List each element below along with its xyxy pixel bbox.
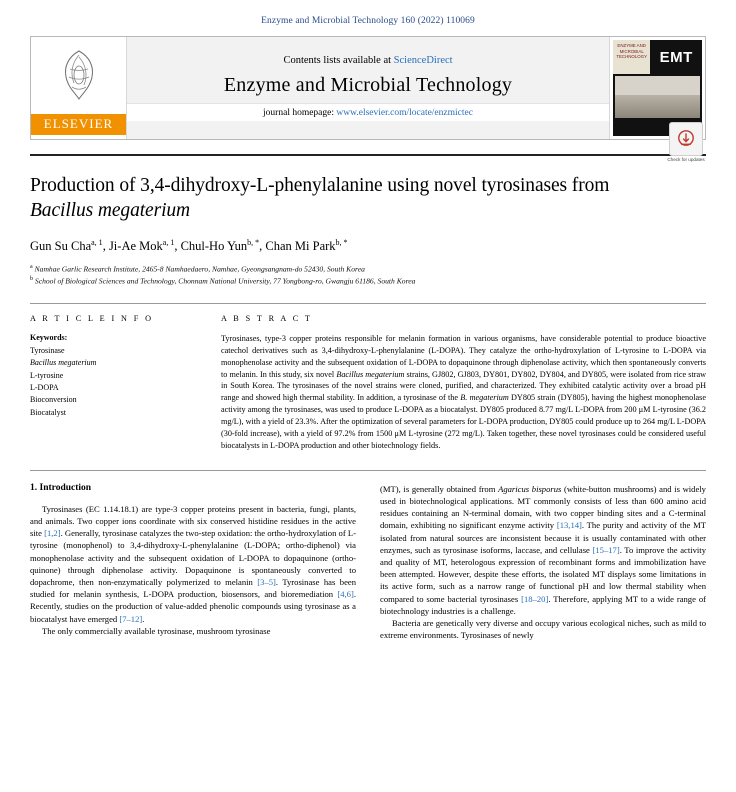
cover-badge-text: ENZYME AND MICROBIAL TECHNOLOGY	[613, 40, 650, 74]
author-affil-marker: b, *	[247, 237, 260, 247]
keyword: Bioconversion	[30, 395, 77, 405]
paragraph: (MT), is generally obtained from Agaricus bisporus (white-button mushrooms) and is widely used in biotechnological applications. MT commonly consists of less than 600 amino acid residues containing an N-terminal domain, with two copper binding sites and a C-terminal domain, exhibiting no significant enzyme activity [13,14]. The purity and activity of the MT isolated from natural sources are inconsistent because it is usually contaminated with other enzymes, such as tyrosinase isoforms, laccase, and cellulase [15–17]. To improve the activity and quality of MT, heterologous expression of recombinant forms and immobilization have been attempted. However, despite these efforts, the isolated MT displays some limitations in its active form, such as a narrow range of functional pH and low thermal stability when compared to some bacterial tyrosinases [18–20]. Therefore, applying MT to a wide range of biotechnology industries is a challenge.	[380, 483, 706, 616]
author[interactable]	[109, 239, 174, 253]
running-head: Enzyme and Microbial Technology 160 (2022) 110069	[261, 16, 475, 26]
author-name: Chul-Ho Yun	[180, 239, 248, 254]
cover-logo-text: EMT	[650, 40, 702, 74]
cover-image	[615, 76, 700, 118]
author-affil-marker: a, 1	[91, 237, 103, 247]
author-affil-marker: b, *	[335, 237, 348, 247]
article-info-heading: A R T I C L E I N F O	[30, 313, 154, 323]
affiliation-marker: b	[30, 275, 33, 282]
info-abstract-row	[30, 304, 706, 452]
keyword: Biocatalyst	[30, 407, 66, 417]
homepage-label: journal homepage:	[263, 108, 337, 118]
journal-title: Enzyme and Microbial Technology	[223, 74, 513, 96]
title-line-1: Production of 3,4-dihydroxy-L-phenylalanine using novel tyrosinases from	[30, 175, 610, 196]
crossmark-badge[interactable]	[666, 122, 706, 163]
title-block	[30, 156, 706, 287]
abstract-text: Tyrosinases, type-3 copper proteins responsible for melanin formation in various organisms, have considerable potential to produce bioactive catechol derivatives such as 3,4-dihydroxy-L-phenylalanine (L-DOPA). They catalyze the ortho-hydroxylation of L-tyrosine to L-DOPA via monophenolase activity and the subsequent oxidation of L-DOPA to dopaquinone through diphenolase activity, which then spontaneously converts to melanin. In this study, six novel Bacillus megaterium strains, GJ802, GJ803, DY801, DY802, DY804, and DY805, were isolated from rice straw in South Korea. The tyrosinases of the novel strains were cloned, purified, and characterized. They exhibited catalytic activity over a broad pH range and showed high thermal stability. In addition, a tyrosinase of the B. megaterium DY805 strain (DY805), having the highest monophenolase activity among the tyrosinases, was used to produce L-DOPA as a biocatalyst. DY805 produced 8.77 mg/L L-DOPA from 200 μM L-tyrosine (36.2 mg/L), with a yield of 23.3%. After the optimization of several parameters for L-DOPA production, DY805 could produce up to 264 mg/L L-DOPA (30-fold increase), with a yield of 97.2% from 1500 μM L-tyrosine (272 mg/L). Taken together, these novel tyrosinases could be considered useful biocatalysts in L-DOPA production and other biotechnology fields.	[221, 333, 706, 450]
contents-prefix: Contents lists available at	[283, 55, 394, 66]
affiliation-marker: a	[30, 264, 33, 271]
body-column-left	[30, 483, 356, 642]
elsevier-wordmark: ELSEVIER	[31, 114, 126, 135]
sciencedirect-link[interactable]: ScienceDirect	[393, 55, 453, 66]
author-name: Chan Mi Park	[265, 239, 336, 254]
keyword: L-tyrosine	[30, 370, 64, 380]
author[interactable]	[30, 239, 103, 253]
author[interactable]	[265, 239, 347, 253]
cover-header	[613, 40, 702, 74]
body-columns	[30, 483, 706, 642]
abstract-column	[221, 314, 706, 452]
page-title	[30, 174, 706, 224]
abstract-heading: A B S T R A C T	[221, 313, 313, 323]
keyword: Bacillus megaterium	[30, 358, 97, 368]
paragraph: The only commercially available tyrosinase, mushroom tyrosinase	[42, 625, 271, 636]
masthead-center	[127, 37, 609, 139]
check-for-updates-icon[interactable]	[669, 122, 703, 156]
keyword: Tyrosinase	[30, 345, 65, 355]
affiliation-text: School of Biological Sciences and Technology, Chonnam National University, 77 Yongbong-ro, Gwangju 61186, South Korea	[34, 276, 416, 286]
author[interactable]	[181, 239, 260, 253]
affiliation-text: Namhae Garlic Research Institute, 2465-8 Namhaedaero, Namhae, Gyeongsangnam-do 52430, South Korea	[34, 264, 365, 274]
section-heading-introduction: 1. Introduction	[30, 482, 92, 493]
paragraph: Tyrosinases (EC 1.14.18.1) are type-3 copper proteins present in bacteria, fungi, plants, and animals. Two copper ions coordinate with six conserved histidine residues in the active site [1,2]. Generally, tyrosinase catalyzes the two-step oxidation: the ortho-hydroxylation of L-tyrosine (monophenol) to 3,4-dihydroxy-L-phenylalanine (L-DOPA; ortho-diphenol) via monophenolase activity and the subsequent oxidation of L-DOPA to dopaquinone (ortho-quinone) through diphenolase activity. Dopaquinone is spontaneously converted to dopachrome, then non-enzymatically polymerized to melanin [3–5]. Tyrosinase has been studied for melanin synthesis, L-DOPA production, biosensors, and bioremediation [4,6]. Recently, studies on the production of value-added phenolic compounds using tyrosinase as a biocatalyst have emerged [7–12].	[30, 503, 356, 624]
author-list: Gun Su Cha$^{a, 1}$, Ji-Ae Mok$^{a, 1}$, Chul-Ho Yun$^{b, *}$, Chan Mi Park$^{b, *}$	[30, 237, 348, 254]
author-affil-marker: a, 1	[162, 237, 175, 247]
crossmark-label: Check for updates	[667, 157, 705, 162]
contents-line	[283, 55, 452, 66]
keywords-heading: Keywords:	[30, 332, 68, 342]
keyword-list	[30, 345, 195, 419]
elsevier-tree-icon	[31, 37, 126, 114]
affiliation	[30, 263, 706, 275]
publisher-logo	[31, 37, 127, 139]
author-name: Ji-Ae Mok	[108, 239, 163, 254]
homepage-url[interactable]: www.elsevier.com/locate/enzmictec	[336, 108, 473, 118]
paragraph: Bacteria are genetically very diverse and occupy various ecological niches, such as mild to extreme environments. Tyrosinases of newly	[380, 618, 706, 641]
article-info-column	[30, 314, 195, 452]
title-line-2: Bacillus megaterium	[30, 199, 191, 221]
journal-homepage	[127, 103, 609, 121]
journal-masthead	[30, 36, 706, 140]
affiliation	[30, 275, 706, 287]
keyword: L-DOPA	[30, 383, 59, 393]
body-divider	[30, 470, 706, 471]
body-column-right	[380, 483, 706, 642]
author-name: Gun Su Cha	[30, 239, 92, 254]
